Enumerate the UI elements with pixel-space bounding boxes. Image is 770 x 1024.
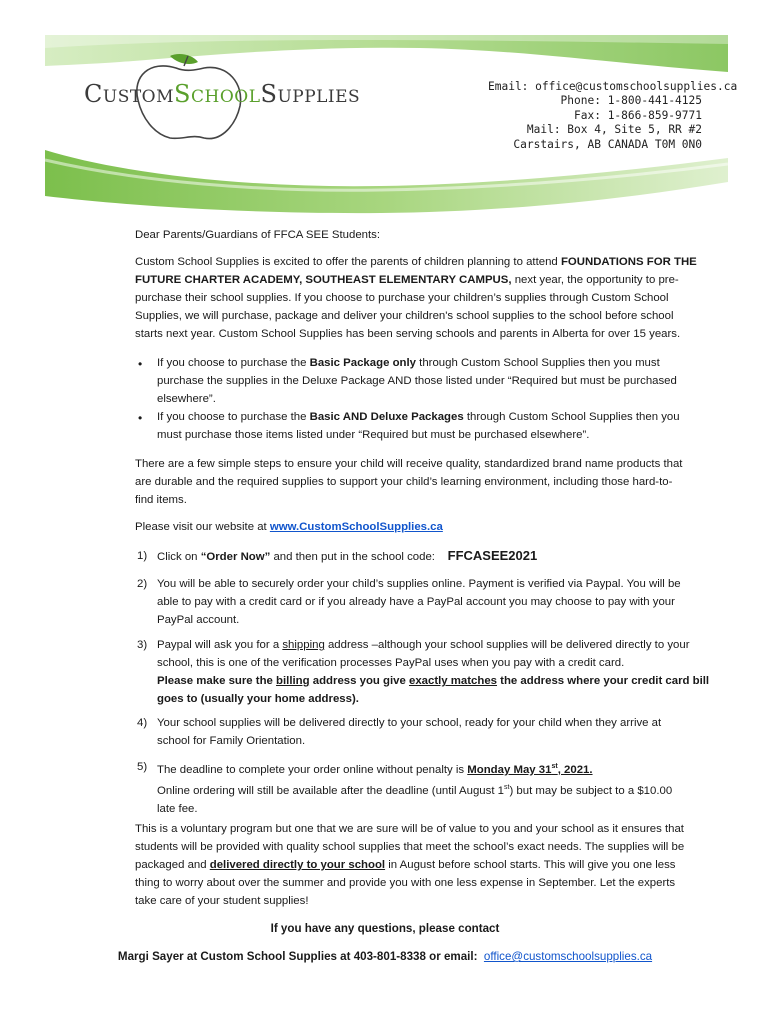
step-2: You will be able to securely order your child’s supplies online. Payment is verified via Paypal. You will be able to pay with a credit card or if you already have a PayPal account you may choose to pay with your PayPal account. bbox=[157, 578, 681, 627]
step-number: 4) bbox=[137, 717, 148, 729]
greeting: Dear Parents/Guardians of FFCA SEE Students: bbox=[135, 229, 381, 241]
website-line: Please visit our website at www.CustomSchoolSupplies.ca bbox=[135, 521, 443, 533]
step-4: Your school supplies will be delivered directly to your school, ready for your child when they arrive at school for Family Orientation. bbox=[157, 717, 662, 748]
step-5: The deadline to complete your order online without penalty is Monday May 31st, 2021. Online ordering will still be available after the deadline (until August 1st) but may be subject to a $10.00 late fee. bbox=[157, 763, 673, 815]
contact-phone: Phone: 1-800-441-4125 bbox=[560, 94, 702, 108]
website-link[interactable]: www.CustomSchoolSupplies.ca bbox=[269, 521, 443, 533]
contact-block bbox=[488, 80, 738, 152]
step-number: 2) bbox=[137, 578, 148, 590]
letterhead bbox=[0, 0, 770, 215]
logo-custom-text: CUSTOM bbox=[84, 80, 175, 108]
step-number: 3) bbox=[137, 639, 148, 651]
steps-intro: There are a few simple steps to ensure your child will receive quality, standardized brand name products that are durable and the required supplies to support your child’s learning environment, including those hard-to- find items. bbox=[135, 458, 683, 507]
bullet-dot: • bbox=[138, 357, 143, 371]
signature-line: Margi Sayer at Custom School Supplies at 403-801-8338 or email: office@customschoolsupplies.ca bbox=[117, 950, 653, 963]
logo-supplies-text: SUPPLIES bbox=[260, 80, 361, 108]
closing-paragraph: This is a voluntary program but one that we are sure will be of value to you and your school as it ensures that students will be provided with quality school supplies that meet the school’s exact needs. The supplies will be packaged and delivered directly to your school in August before school starts. This will give you one less thing to worry about over the summer and provide you with one less expense in September. Let the experts take care of your student supplies! bbox=[135, 823, 685, 908]
bullet-basic-only: If you choose to purchase the Basic Package only through Custom School Supplies then you must purchase the supplies in the Deluxe Package AND those listed under “Required but must be purchased elsewhere”. bbox=[157, 357, 677, 406]
step-number: 5) bbox=[137, 761, 148, 773]
contact-email: Email: office@customschoolsupplies.ca bbox=[488, 80, 738, 93]
bullet-basic-deluxe: If you choose to purchase the Basic AND Deluxe Packages through Custom School Supplies then you must purchase those items listed under “Required but must be purchased elsewhere”. bbox=[157, 411, 680, 442]
step-number: 1) bbox=[137, 550, 148, 562]
contact-city: Carstairs, AB CANADA T0M 0N0 bbox=[513, 137, 702, 151]
contact-fax: Fax: 1-866-859-9771 bbox=[574, 108, 702, 122]
signature-email-link[interactable]: office@customschoolsupplies.ca bbox=[483, 950, 653, 963]
step-3: Paypal will ask you for a shipping address –although your school supplies will be delivered directly to your school, this is one of the verification processes PayPal uses when you pay with a credit card. Please make sure the billing address you give exactly matches the address where your credit card bill goes to (usually your home address). bbox=[157, 639, 710, 706]
questions-line: If you have any questions, please contact bbox=[270, 922, 500, 935]
intro-paragraph: Custom School Supplies is excited to offer the parents of children planning to attend FOUNDATIONS FOR THE FUTURE CHARTER ACADEMY, SOUTHEAST ELEMENTARY CAMPUS, next year, the opportunity to pre- purchase their school supplies. If you choose to purchase your children’s supplies through Custom School Supplies, we will purchase, package and deliver your children's school supplies to the school before school starts next year. Custom School Supplies has been serving schools and parents in Alberta for over 15 years. bbox=[135, 256, 697, 341]
bullet-dot: • bbox=[138, 411, 143, 425]
step-1: Click on “Order Now” and then put in the school code: FFCASEE2021 bbox=[157, 548, 538, 563]
logo-school-text: SCHOOL bbox=[174, 80, 261, 108]
contact-mail: Mail: Box 4, Site 5, RR #2 bbox=[526, 123, 702, 137]
company-logo-wordmark bbox=[84, 80, 360, 108]
school-code: FFCASEE2021 bbox=[447, 548, 538, 563]
